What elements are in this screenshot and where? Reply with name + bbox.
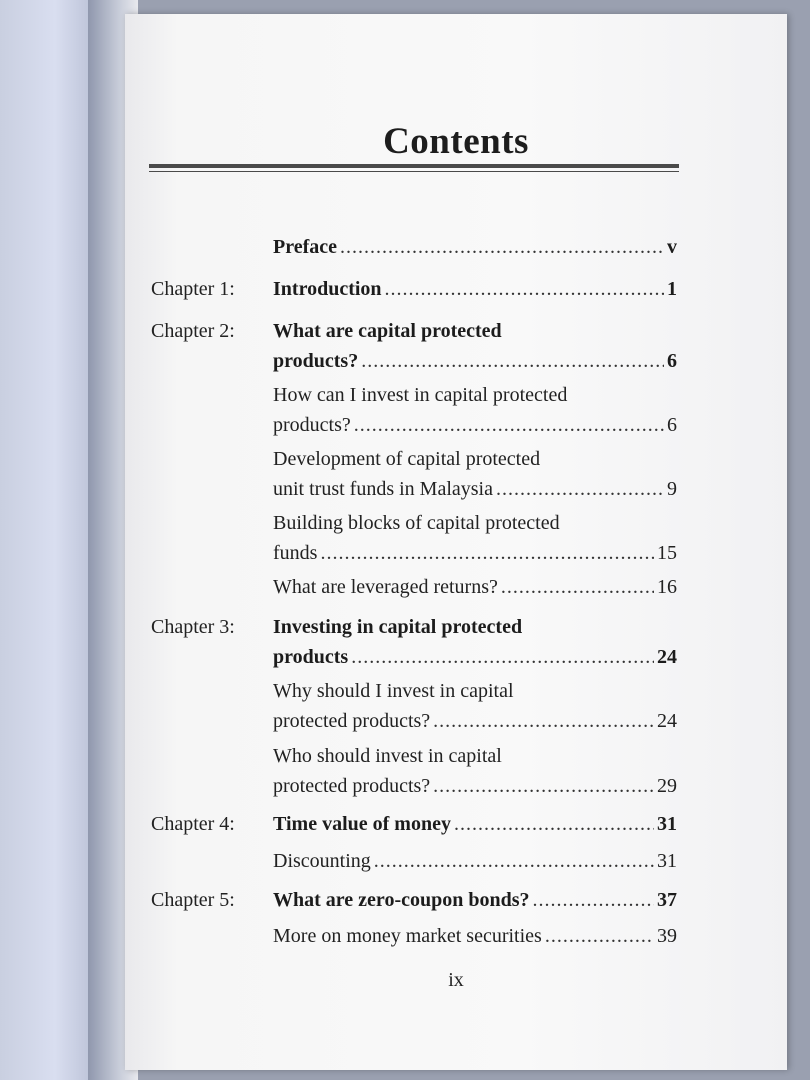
entry-title: products [273, 646, 349, 668]
page-number: 6 [667, 350, 677, 372]
chapter-label: Chapter 2: [151, 320, 235, 342]
dot-leader [545, 921, 654, 951]
dot-leader [496, 474, 664, 504]
chapter-label: Chapter 5: [151, 889, 235, 911]
dot-leader [340, 232, 664, 262]
entry-title-line-1: Development of capital protected [273, 448, 541, 470]
entry-title-line-1: What are capital protected [273, 320, 502, 342]
entry-title-line-1: Why should I invest in capital [273, 680, 514, 702]
entry-title: Introduction [273, 278, 382, 300]
page-folio: ix [448, 969, 464, 991]
dot-leader [533, 885, 654, 915]
entry-title: unit trust funds in Malaysia [273, 478, 493, 500]
dot-leader [433, 771, 654, 801]
dot-leader [361, 346, 664, 376]
entry-title-line-1: How can I invest in capital protected [273, 384, 568, 406]
entry-title: products? [273, 414, 351, 436]
entry-title-line-1: Building blocks of capital protected [273, 512, 560, 534]
chapter-label: Chapter 3: [151, 616, 235, 638]
entry-title-line-1: Who should invest in capital [273, 745, 502, 767]
page-number: 31 [657, 813, 677, 835]
dot-leader [454, 809, 654, 839]
dot-leader [374, 846, 654, 876]
entry-title: Preface [273, 236, 338, 258]
page-number: 39 [657, 925, 677, 947]
page-number: 1 [667, 278, 677, 300]
page-number: 15 [657, 542, 677, 564]
dot-leader [354, 410, 664, 440]
entry-title: What are leveraged returns? [273, 576, 498, 598]
page-number: 6 [667, 414, 677, 436]
dot-leader [351, 642, 654, 672]
dot-leader [320, 538, 654, 568]
facing-page [0, 0, 100, 1080]
chapter-label: Chapter 4: [151, 813, 235, 835]
entry-title: More on money market securities [273, 925, 542, 947]
page-number: v [667, 236, 677, 258]
entry-title: funds [273, 542, 318, 564]
contents-page [125, 14, 787, 1070]
entry-title: What are zero-coupon bonds? [273, 889, 530, 911]
page-number: 24 [657, 646, 677, 668]
dot-leader [433, 706, 654, 736]
entry-title: Time value of money [273, 813, 451, 835]
chapter-label: Chapter 1: [151, 278, 235, 300]
entry-title: products? [273, 350, 359, 372]
entry-title: protected products? [273, 710, 431, 732]
entry-title: Discounting [273, 850, 371, 872]
page-number: 9 [667, 478, 677, 500]
dot-leader [501, 572, 654, 602]
page-number: 31 [657, 850, 677, 872]
title-rule [149, 164, 679, 172]
page-number: 16 [657, 576, 677, 598]
entry-title-line-1: Investing in capital protected [273, 616, 523, 638]
dot-leader [385, 274, 664, 304]
page-title: Contents [383, 121, 529, 162]
page-number: 24 [657, 710, 677, 732]
page-number: 29 [657, 775, 677, 797]
page-number: 37 [657, 889, 677, 911]
entry-title: protected products? [273, 775, 431, 797]
